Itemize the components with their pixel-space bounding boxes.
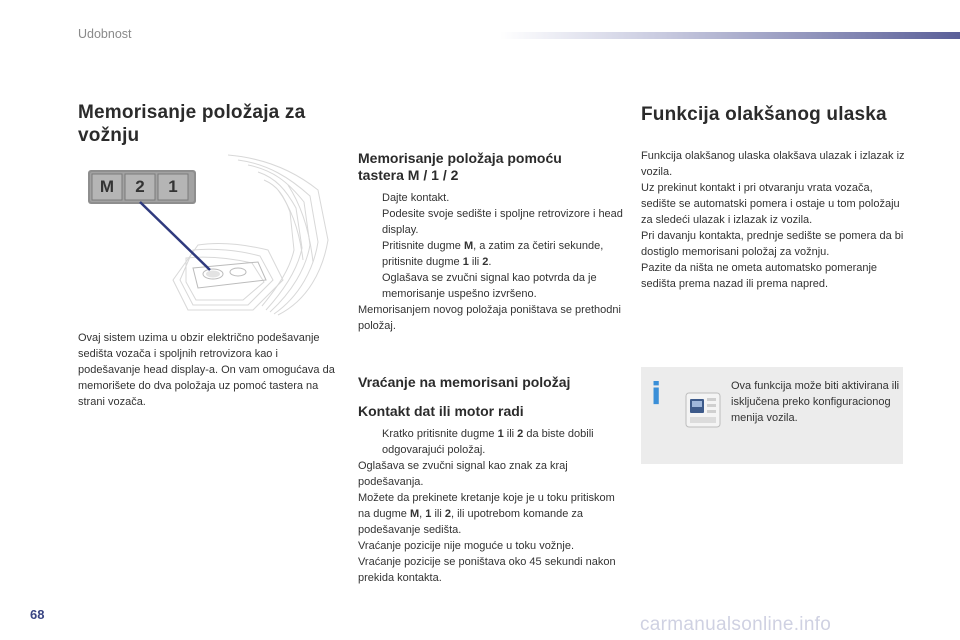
page-number: 68	[30, 607, 45, 622]
memorize-step-3-note: Oglašava se zvučni signal kao potvrda da je memorisanje uspešno izvršeno.	[382, 272, 597, 300]
recall-step: Kratko pritisnite dugme 1 ili 2 da biste dobili odgovarajući položaj.	[382, 428, 594, 456]
recall-p3: Vraćanje pozicije nije moguće u toku vožnje.	[358, 540, 575, 552]
watermark: carmanualsonline.info	[640, 614, 832, 635]
recall-p4: Vraćanje pozicije se poništava oko 45 sekundi nakon prekida kontakta.	[358, 556, 616, 584]
right-title: Funkcija olakšanog ulaska	[641, 104, 887, 125]
memorize-after: Memorisanjem novog položaja poništava se prethodni položaj.	[358, 304, 621, 332]
header-gradient-bar	[500, 32, 960, 39]
recall-subtitle: Kontakt dat ili motor radi	[358, 403, 524, 419]
memorize-step-2: Podesite svoje sedište i spoljne retrovizore i head display.	[382, 208, 623, 236]
right-p4: Pazite da ništa ne ometa automatsko pomeranje sedišta prema nazad ili prema napred.	[641, 262, 878, 290]
seat-button-m: M	[99, 177, 115, 196]
section-title: Udobnost	[78, 27, 132, 41]
right-body	[641, 148, 907, 292]
left-description: Ovaj sistem uzima u obzir električno podešavanje sedišta vozača i spoljnih retrovizora kao i podešavanje head display-a. On vam omogućava da memorišete do dva položaja uz pomoć tastera na strani vozača.	[78, 332, 335, 408]
memorize-step-3: Pritisnite dugme M, a zatim za četiri sekunde, pritisnite dugme 1 ili 2. Oglašava se zvučni signal kao potvrda da je memorisanje uspešno izvršeno.	[382, 240, 604, 300]
seat-memory-illustration	[78, 150, 336, 316]
right-p1: Funkcija olakšanog ulaska olakšava ulazak i izlazak iz vozila.	[641, 150, 905, 178]
memorize-title: Memorisanje položaja pomoću tastera M / 1 / 2	[358, 150, 562, 183]
recall-body	[358, 426, 628, 586]
seat-button-2: 2	[135, 177, 145, 196]
right-p3: Pri davanju kontakta, prednje sedište se pomera da bi dostiglo memorisani položaj za vožnju.	[641, 230, 904, 258]
config-menu-screen-icon	[685, 392, 721, 428]
recall-p2: Možete da prekinete kretanje koje je u toku pritiskom na dugme M, 1 ili 2, ili upotrebom komande za podešavanje sedišta.	[358, 492, 615, 536]
info-text: Ova funkcija može biti aktivirana ili isključena preko konfiguracionog menija vozila.	[731, 380, 900, 424]
left-title: Memorisanje položaja za vožnju	[78, 102, 306, 146]
seat-button-1: 1	[168, 177, 178, 196]
recall-p1: Oglašava se zvučni signal kao znak za kraj podešavanja.	[358, 460, 568, 488]
recall-title: Vraćanje na memorisani položaj	[358, 374, 571, 390]
memorize-steps	[358, 190, 623, 334]
right-p2: Uz prekinut kontakt i pri otvaranju vrata vozača, sedište se automatski pomera i ostaje u tom položaju za sledeći ulazak i izlazak iz vozila.	[641, 182, 900, 226]
info-icon: i	[651, 377, 662, 412]
memorize-step-1: Dajte kontakt.	[382, 192, 450, 204]
